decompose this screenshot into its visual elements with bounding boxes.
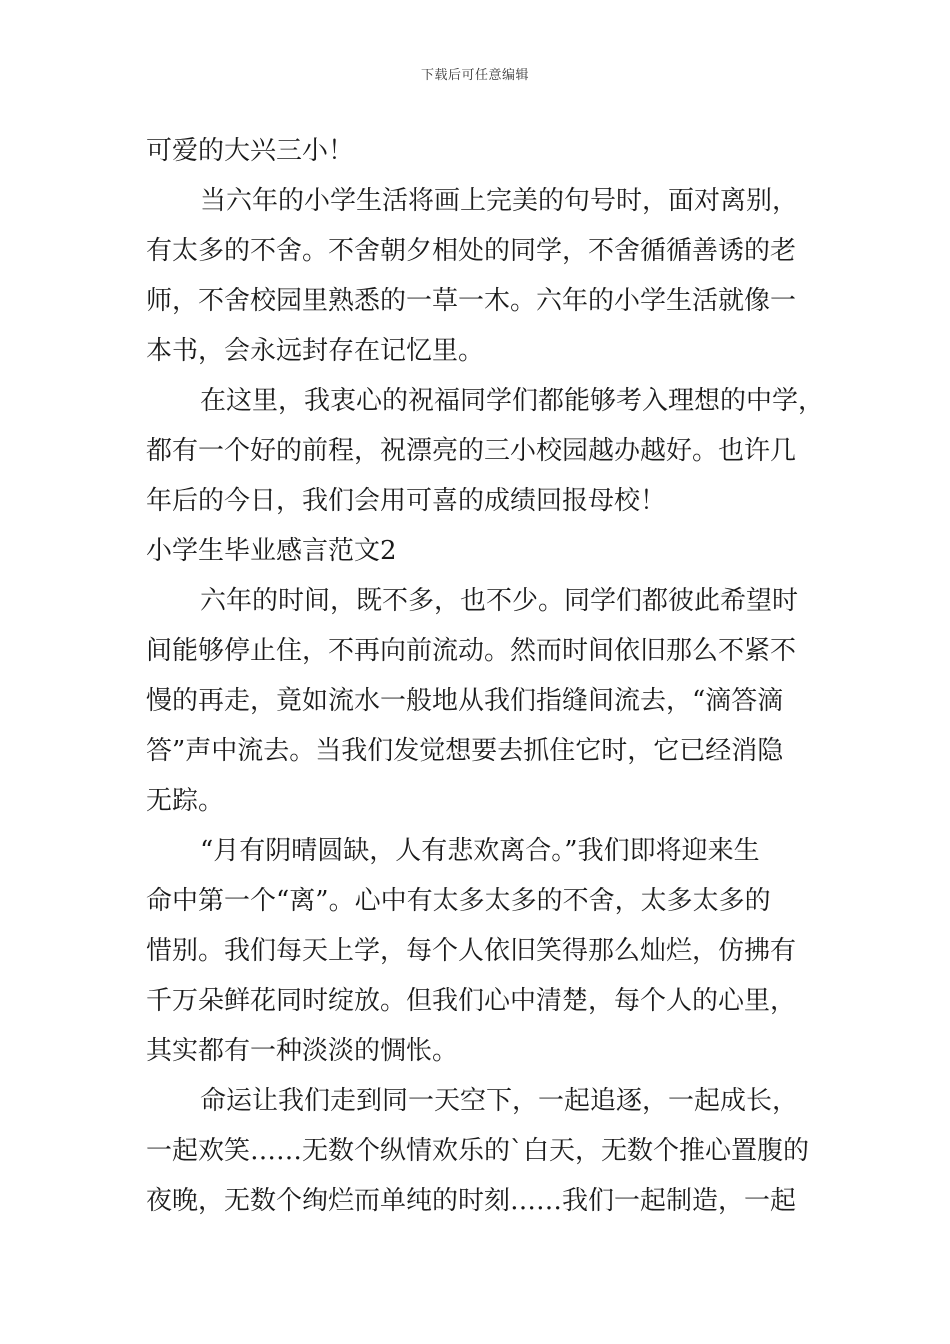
text-line: 无踪。 bbox=[146, 786, 225, 816]
text-line: 命运让我们走到同一天空下，一起追逐，一起成长， bbox=[200, 1086, 799, 1116]
text-line: 本书，会永远封存在记忆里。 bbox=[146, 336, 485, 366]
page-header-note: 下载后可任意编辑 bbox=[420, 68, 529, 83]
text-line: 都有一个好的前程，祝漂亮的三小校园越办越好。也许几 bbox=[146, 436, 797, 466]
text-line: 师，不舍校园里熟悉的一草一木。六年的小学生活就像一 bbox=[146, 286, 797, 316]
text-line: 惜别。我们每天上学，每个人依旧笑得那么灿烂，仿拂有 bbox=[146, 936, 797, 966]
text-line: 六年的时间，既不多，也不少。同学们都彼此希望时 bbox=[200, 586, 799, 616]
text-line: 有太多的不舍。不舍朝夕相处的同学，不舍循循善诱的老 bbox=[146, 236, 797, 266]
text-line: 夜晚，无数个绚烂而单纯的时刻……我们一起制造，一起 bbox=[146, 1186, 797, 1216]
text-line: 一起欢笑……无数个纵情欢乐的`白天，无数个推心置腹的 bbox=[146, 1136, 810, 1166]
text-line: 其实都有一种淡淡的惆怅。 bbox=[146, 1036, 459, 1066]
document-body bbox=[146, 126, 825, 1226]
text-line: 间能够停止住，不再向前流动。然而时间依旧那么不紧不 bbox=[146, 636, 797, 666]
text-line: 当六年的小学生活将画上完美的句号时，面对离别， bbox=[200, 186, 799, 216]
section-heading: 小学生毕业感言范文2 bbox=[146, 536, 397, 566]
text-line: “月有阴晴圆缺，人有悲欢离合。”我们即将迎来生 bbox=[200, 836, 760, 866]
text-line: 命中第一个“离”。心中有太多太多的不舍，太多太多的 bbox=[146, 886, 771, 916]
text-line: 慢的再走，竟如流水一般地从我们指缝间流去，“滴答滴 bbox=[146, 686, 784, 716]
text-line: 年后的今日，我们会用可喜的成绩回报母校！ bbox=[146, 486, 667, 516]
text-line: 答”声中流去。当我们发觉想要去抓住它时，它已经消隐 bbox=[146, 736, 784, 766]
text-line: 可爱的大兴三小！ bbox=[146, 136, 355, 166]
text-line: 在这里，我衷心的祝福同学们都能够考入理想的中学， bbox=[200, 386, 825, 416]
text-line: 千万朵鲜花同时绽放。但我们心中清楚，每个人的心里， bbox=[146, 986, 797, 1016]
